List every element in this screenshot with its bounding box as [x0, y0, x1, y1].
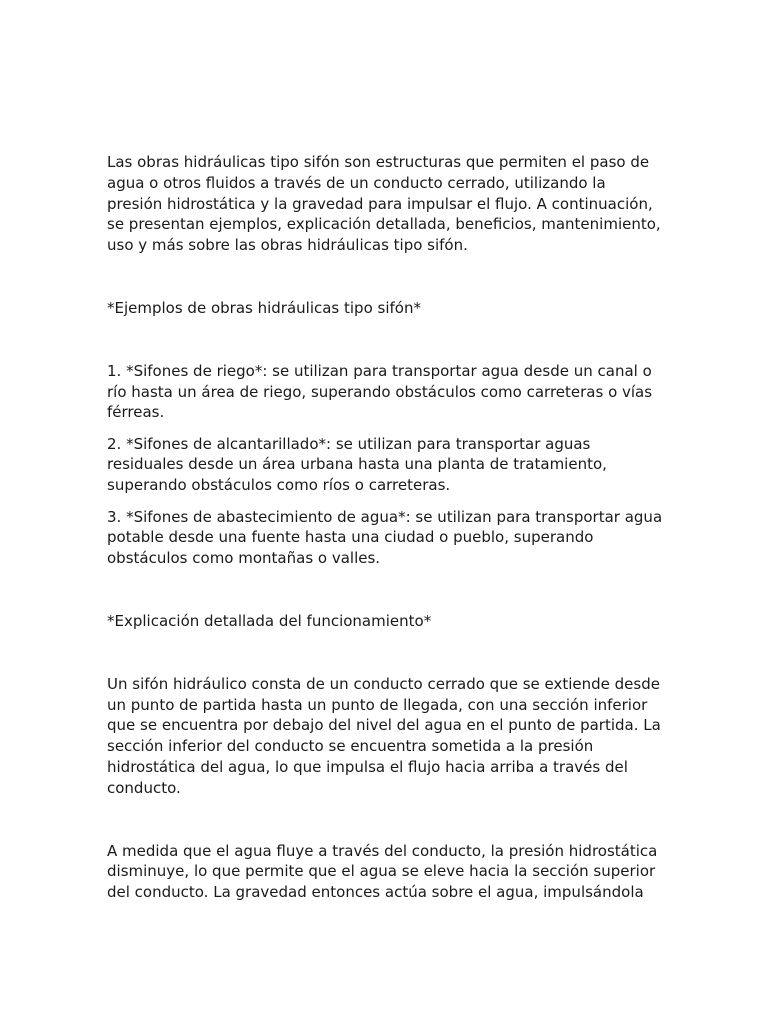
explanation-heading: *Explicación detallada del funcionamiento*: [107, 611, 432, 630]
list-item: 1. *Sifones de riego*: se utilizan para transportar agua desde un canal o río hasta un área de riego, superando obstáculos como carreteras o vías férreas.: [107, 361, 653, 422]
list-item: 2. *Sifones de alcantarillado*: se utilizan para transportar aguas residuales desde un área urbana hasta una planta de tratamiento, superando obstáculos como ríos o carreteras.: [107, 434, 607, 495]
examples-heading: *Ejemplos de obras hidráulicas tipo sifón*: [107, 298, 421, 317]
explanation-paragraph: Un sifón hidráulico consta de un conducto cerrado que se extiende desde un punto de partida hasta un punto de llegada, con una sección inferior que se encuentra por debajo del nivel del agua en el punto de partida. La sección inferior del conducto se encuentra sometida a la presión hidrostática del agua, lo que impulsa el flujo hacia arriba a través del conducto.: [107, 674, 661, 797]
explanation-paragraph: A medida que el agua fluye a través del conducto, la presión hidrostática disminuye, lo que permite que el agua se eleve hacia la sección superior del conducto. La gravedad entonces actúa sobre el agua, impulsándola: [107, 841, 658, 902]
document-page: [107, 152, 663, 945]
intro-paragraph: Las obras hidráulicas tipo sifón son estructuras que permiten el paso de agua o otros fluidos a través de un conducto cerrado, utilizando la presión hidrostática y la gravedad para impulsar el flujo. A continuación, se presentan ejemplos, explicación detallada, beneficios, mantenimiento, uso y más sobre las obras hidráulicas tipo sifón.: [107, 153, 661, 255]
list-item: 3. *Sifones de abastecimiento de agua*: se utilizan para transportar agua potable desde una fuente hasta una ciudad o pueblo, superando obstáculos como montañas o valles.: [107, 507, 663, 568]
